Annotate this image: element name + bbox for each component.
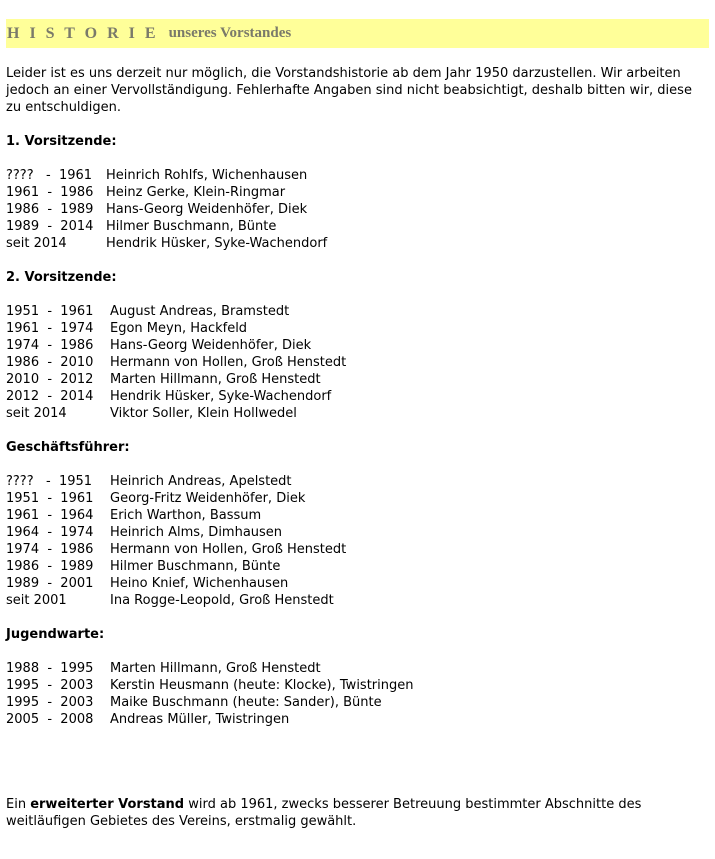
entry-name: Egon Meyn, Hackfeld [110, 321, 248, 336]
entry-name: Georg-Fritz Weidenhöfer, Diek [110, 491, 306, 506]
intro-text: Leider ist es uns derzeit nur möglich, die Vorstandshistorie ab dem Jahr 1950 darzustellen. Wir arbeiten jedoch an einer Vervollständigung. Fehlerhafte Angaben sind nicht beabsichtigt, deshalb bitten wir, diese zu entschuldigen. [6, 66, 692, 115]
entry-years: seit 2014 [6, 406, 67, 421]
entry-name: Hermann von Hollen, Groß Henstedt [110, 355, 347, 370]
entry-name: Hendrik Hüsker, Syke-Wachendorf [106, 236, 328, 251]
list-item [6, 677, 709, 694]
section-title: 2. Vorsitzende: [6, 270, 117, 285]
list-item [6, 541, 709, 558]
entry-name: Marten Hillmann, Groß Henstedt [110, 661, 321, 676]
list-item [6, 303, 709, 320]
page-title: H I S T O R I E [7, 24, 159, 42]
entry-years: 1988 - 1995 [6, 661, 94, 676]
history-sections [6, 133, 709, 728]
section-1-vorsitzende [6, 133, 709, 252]
list-item [6, 320, 709, 337]
entry-years: seit 2014 [6, 236, 67, 251]
list-item [6, 711, 709, 728]
entry-years: 1995 - 2003 [6, 695, 94, 710]
entry-name: Marten Hillmann, Groß Henstedt [110, 372, 321, 387]
entry-years: 1974 - 1986 [6, 338, 94, 353]
list-item [6, 660, 709, 677]
entry-years: 1995 - 2003 [6, 678, 94, 693]
page [0, 19, 715, 829]
entry-years: 1951 - 1961 [6, 491, 94, 506]
entry-name: Erich Warthon, Bassum [110, 508, 262, 523]
entry-list [6, 167, 709, 252]
entry-name: Heino Knief, Wichenhausen [110, 576, 289, 591]
section-2-vorsitzende [6, 269, 709, 422]
list-item [6, 354, 709, 371]
entry-years: 1986 - 2010 [6, 355, 94, 370]
entry-name: August Andreas, Bramstedt [110, 304, 290, 319]
section-title: Geschäftsführer: [6, 440, 130, 455]
footer-text-start: Ein [6, 797, 31, 812]
footer-text-end: wird ab 1961, zwecks besserer Betreuung bestimmter Abschnitte des weitläufigen Gebietes des Vereins, erstmalig gewählt. [6, 797, 642, 829]
list-item [6, 490, 709, 507]
page-header [6, 19, 709, 48]
entry-years: 2012 - 2014 [6, 389, 94, 404]
section-geschaeftsfuehrer [6, 439, 709, 609]
entry-years: 1961 - 1986 [6, 185, 94, 200]
list-item [6, 405, 709, 422]
entry-years: 1961 - 1964 [6, 508, 94, 523]
list-item [6, 507, 709, 524]
entry-years: 2010 - 2012 [6, 372, 94, 387]
entry-name: Heinrich Andreas, Apelstedt [110, 474, 292, 489]
entry-list [6, 473, 709, 609]
entry-years: 2005 - 2008 [6, 712, 94, 727]
list-item [6, 575, 709, 592]
page-subtitle: unseres Vorstandes [168, 25, 292, 41]
entry-name: Andreas Müller, Twistringen [110, 712, 290, 727]
entry-years: 1989 - 2014 [6, 219, 94, 234]
entry-years: 1964 - 1974 [6, 525, 94, 540]
entry-years: 1989 - 2001 [6, 576, 94, 591]
entry-name: Ina Rogge-Leopold, Groß Henstedt [110, 593, 334, 608]
entry-years: 1986 - 1989 [6, 202, 94, 217]
entry-name: Viktor Soller, Klein Hollwedel [110, 406, 297, 421]
entry-name: Hermann von Hollen, Groß Henstedt [110, 542, 347, 557]
entry-years: 1961 - 1974 [6, 321, 94, 336]
entry-years: 1974 - 1986 [6, 542, 94, 557]
entry-list [6, 303, 709, 422]
entry-years: 1951 - 1961 [6, 304, 94, 319]
list-item [6, 201, 709, 218]
entry-name: Heinrich Rohlfs, Wichenhausen [106, 168, 308, 183]
entry-list [6, 660, 709, 728]
list-item [6, 524, 709, 541]
entry-name: Hendrik Hüsker, Syke-Wachendorf [110, 389, 332, 404]
entry-name: Maike Buschmann (heute: Sander), Bünte [110, 695, 382, 710]
entry-years: seit 2001 [6, 593, 67, 608]
section-title: Jugendwarte: [6, 627, 105, 642]
section-title: 1. Vorsitzende: [6, 134, 117, 149]
entry-years: 1986 - 1989 [6, 559, 94, 574]
entry-name: Hilmer Buschmann, Bünte [106, 219, 277, 234]
entry-name: Hans-Georg Weidenhöfer, Diek [106, 202, 308, 217]
list-item [6, 371, 709, 388]
list-item [6, 337, 709, 354]
entry-years: ???? - 1951 [6, 474, 93, 489]
section-jugendwarte [6, 626, 709, 728]
list-item [6, 558, 709, 575]
entry-name: Heinz Gerke, Klein-Ringmar [106, 185, 286, 200]
list-item [6, 473, 709, 490]
entry-name: Hans-Georg Weidenhöfer, Diek [110, 338, 312, 353]
entry-name: Heinrich Alms, Dimhausen [110, 525, 283, 540]
list-item [6, 694, 709, 711]
footer-note [6, 796, 706, 830]
list-item [6, 388, 709, 405]
list-item [6, 218, 709, 235]
list-item [6, 184, 709, 201]
list-item [6, 592, 709, 609]
entry-name: Hilmer Buschmann, Bünte [110, 559, 281, 574]
list-item [6, 235, 709, 252]
entry-name: Kerstin Heusmann (heute: Klocke), Twistringen [110, 678, 414, 693]
footer-bold-term: erweiterter Vorstand [30, 797, 185, 812]
list-item [6, 167, 709, 184]
entry-years: ???? - 1961 [6, 168, 93, 183]
